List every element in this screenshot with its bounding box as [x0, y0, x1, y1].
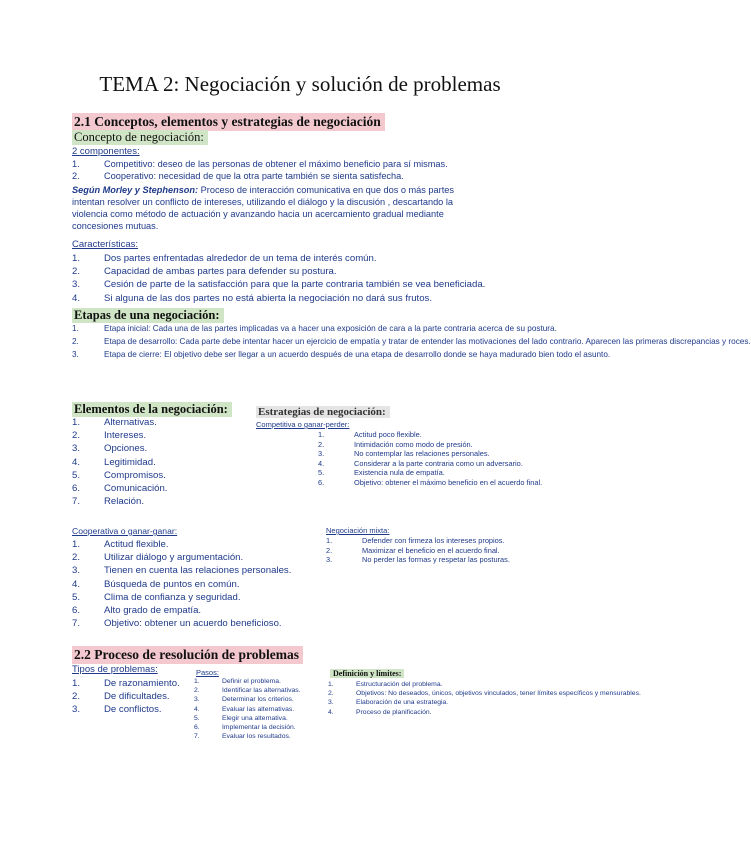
morley-definition: Según Morley y Stephenson: Proceso de interacción comunicativa en que dos o más partes intentan resolver un conflicto de intereses, utilizando el diálogo y la discusión , descartando la violencia como método de actuación y avanzando hacia un acercamiento gradual mediante concesiones mutuas. [72, 185, 454, 231]
list-item: 3. De conflictos. [72, 704, 162, 716]
list-item: 2. Objetivos: No deseados, únicos, objetivos vinculados, tener límites específicos y mensurables. [328, 690, 641, 698]
caracteristicas-label: Características: [72, 239, 138, 250]
list-item: 1. Dos partes enfrentadas alrededor de un tema de interés común. [72, 253, 377, 264]
mixta-label: Negociación mixta: [326, 526, 390, 535]
list-item: 1. Estructuración del problema. [328, 681, 443, 688]
section-heading-2-2: 2.2 Proceso de resolución de problemas [72, 646, 303, 664]
list-item: 4. Si alguna de las dos partes no está abierta la negociación no dará sus frutos. [72, 292, 432, 304]
list-item: 2. Maximizar el beneficio en el acuerdo final. [326, 545, 500, 555]
list-item: 1. Actitud flexible. [72, 539, 169, 550]
list-item: 2. Cooperativo: necesidad de que la otra parte también se sienta satisfecha. [72, 171, 404, 182]
definicion-heading: Definición y límites: [330, 669, 404, 678]
etapas-list [72, 322, 751, 361]
competitiva-list [318, 430, 542, 488]
list-item: 3. Etapa de cierre: El objetivo debe ser llegar a un acuerdo después de una etapa de desarrollo donde se haya madurado bien todo el asunto. [72, 350, 611, 359]
list-item: 2. Identificar las alternativas. [194, 687, 301, 695]
list-item: 2. Intereses. [72, 430, 147, 442]
list-item: 6. Alto grado de empatía. [72, 605, 202, 617]
list-item: 6. Implementar la decisión. [194, 724, 296, 732]
list-item: 1. Actitud poco flexible. [318, 430, 422, 439]
page-title: TEMA 2: Negociación y solución de problemas [99, 72, 501, 96]
pasos-list [194, 677, 301, 741]
list-item: 1. Definir el problema. [194, 678, 281, 685]
elementos-heading: Elementos de la negociación: [72, 402, 232, 417]
list-item: 4. Legitimidad. [72, 456, 156, 468]
list-item: 2. Capacidad de ambas partes para defender su postura. [72, 266, 337, 278]
list-item: 7. Relación. [72, 496, 144, 508]
list-item: 2. De dificultades. [72, 691, 170, 703]
list-item: 1. Etapa inicial: Cada una de las partes implicadas va a hacer una exposición de cara a la parte contraria acerca de su postura. [72, 324, 557, 333]
pasos-label: Pasos: [196, 668, 219, 677]
estrategias-heading: Estrategias de negociación: [256, 406, 390, 418]
list-item: 2. Intimidación como modo de presión. [318, 439, 473, 449]
list-item: 4. Proceso de planificación. [328, 708, 432, 716]
list-item: 3. No contemplar las relaciones personales. [318, 449, 490, 459]
list-item: 5. Existencia nula de empatía. [318, 468, 445, 478]
list-item: 1. De razonamiento. [72, 678, 180, 689]
list-item: 1. Defender con firmeza los intereses propios. [326, 536, 505, 545]
concepto-heading: Concepto de negociación: [72, 130, 208, 145]
list-item: 3. Opciones. [72, 443, 148, 455]
list-item: 1. Alternativas. [72, 417, 157, 428]
list-item: 4. Evaluar las alternativas. [194, 705, 295, 713]
list-item: 7. Evaluar los resultados. [194, 733, 291, 741]
morley-label: Según Morley y Stephenson: [72, 185, 199, 195]
list-item: 5. Elegir una alternativa. [194, 714, 288, 722]
etapas-heading: Etapas de una negociación: [72, 308, 224, 323]
competitiva-label: Competitiva o ganar-perder: [256, 420, 350, 429]
elementos-list [72, 416, 167, 508]
section-heading-2-1: 2.1 Conceptos, elementos y estrategias de negociación [72, 113, 385, 131]
mixta-list [326, 536, 510, 565]
list-item: 4. Considerar a la parte contraria como un adversario. [318, 458, 523, 468]
list-item: 3. Elaboración de una estrategia. [328, 699, 449, 707]
list-item: 6. Objetivo: obtener el máximo beneficio en el acuerdo final. [318, 477, 543, 487]
list-item: 7. Objetivo: obtener un acuerdo beneficioso. [72, 618, 282, 630]
caracteristicas-list [72, 252, 485, 305]
list-item: 2. Utilizar diálogo y argumentación. [72, 552, 244, 564]
list-item: 4. Búsqueda de puntos en común. [72, 578, 240, 590]
list-item: 3. Cesión de parte de la satisfacción para que la parte contraria también se vea beneficiada. [72, 279, 486, 291]
definicion-list [328, 680, 641, 717]
list-item: 5. Clima de confianza y seguridad. [72, 591, 241, 603]
list-item: 3. Determinar los criterios. [194, 696, 294, 704]
list-item: 3. Tienen en cuenta las relaciones personales. [72, 565, 292, 577]
cooperativa-label: Cooperativa o ganar-ganar: [72, 526, 178, 536]
tipos-label: Tipos de problemas: [72, 664, 158, 675]
list-item: 3. No perder las formas y respetar las posturas. [326, 555, 510, 565]
componentes-list [72, 158, 448, 183]
tipos-list [72, 677, 180, 717]
componentes-label: 2 componentes: [72, 146, 140, 157]
list-item: 1. Competitivo: deseo de las personas de obtener el máximo beneficio para sí mismas. [72, 159, 448, 169]
list-item: 5. Compromisos. [72, 469, 166, 481]
list-item: 6. Comunicación. [72, 483, 168, 495]
list-item: 2. Etapa de desarrollo: Cada parte debe intentar hacer un ejercicio de empatía y tratar de entender las motivaciones del lado contrario. Aparecen las primeras discrepancias y roces. [72, 337, 751, 346]
cooperativa-list [72, 538, 291, 630]
